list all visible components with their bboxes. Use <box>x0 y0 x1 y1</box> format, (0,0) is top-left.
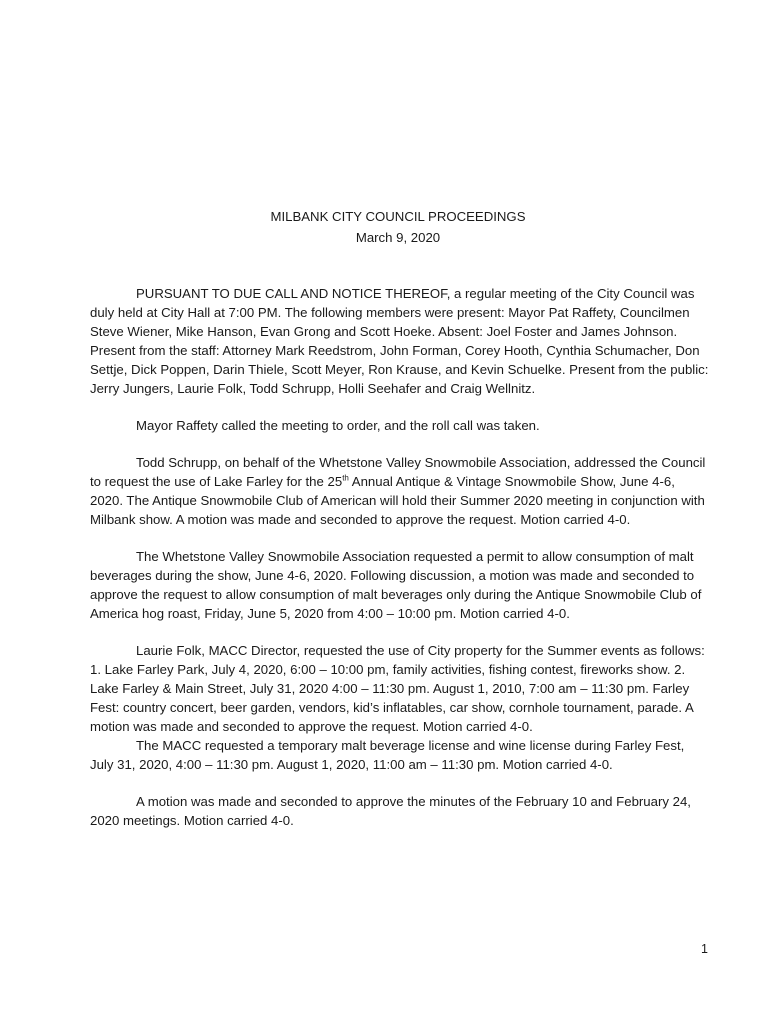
paragraph-farley-fest-license: The MACC requested a temporary malt beverage license and wine license during Farley Fest, July 31, 2020, 4:00 – 11:30 pm. August 1, 2020, 11:00 am – 11:30 pm. Motion carried 4-0. <box>90 738 685 772</box>
paragraph-minutes-approval: A motion was made and seconded to approve the minutes of the February 10 and February 24, 2020 meetings. Motion carried 4-0. <box>90 794 691 828</box>
paragraph-attendance: PURSUANT TO DUE CALL AND NOTICE THEREOF, a regular meeting of the City Council was duly held at City Hall at 7:00 PM. The following members were present: Mayor Pat Raffety, Councilmen Steve Wiener, Mike Hanson, Evan Grong and Scott Hoeke. Absent: Joel Foster and James Johnson. Present from the staff: Attorney Mark Reedstrom, John Forman, Corey Hooth, Cynthia Schumacher, Don Settje, Dick Poppen, Darin Thiele, Scott Meyer, Ron Krause, and Kevin Schuelke. Present from the public: Jerry Jungers, Laurie Folk, Todd Schrupp, Holli Seehafer and Craig Wellnitz. <box>90 286 709 396</box>
paragraph-call-to-order: Mayor Raffety called the meeting to order, and the roll call was taken. <box>136 418 540 433</box>
ordinal-suffix: th <box>342 473 349 483</box>
paragraph-summer-events: Laurie Folk, MACC Director, requested the use of City property for the Summer events as follows: 1. Lake Farley Park, July 4, 2020, 6:00 – 10:00 pm, family activities, fishing contest, fireworks show. 2. Lake Farley & Main Street, July 31, 2020 4:00 – 11:30 pm. August 1, 2010, 7:00 am – 11:30 pm. Farley Fest: country concert, beer garden, vendors, kid’s inflatables, car show, cornhole tournament, parade. A motion was made and seconded to approve the request. Motion carried 4-0. <box>90 643 705 734</box>
paragraph-snowmobile-show-part-2: Annual Antique & Vintage Snowmobile Show, June 4-6, 2020. The Antique Snowmobile Club of American will hold their Summer 2020 meeting in conjunction with Milbank show. A motion was made and seconded to approve the request. Motion carried 4-0. <box>90 474 705 527</box>
document-title: MILBANK CITY COUNCIL PROCEEDINGS <box>270 209 526 224</box>
document-header <box>0 206 770 248</box>
page-number: 1 <box>701 942 708 956</box>
paragraph-snowmobile-show-part-1: Todd Schrupp, on behalf of the Whetstone Valley Snowmobile Association, addressed the Council to request the use of Lake Farley for the 25 <box>90 455 706 489</box>
meeting-date: March 9, 2020 <box>355 230 441 245</box>
paragraph-malt-beverage-permit: The Whetstone Valley Snowmobile Association requested a permit to allow consumption of malt beverages during the show, June 4-6, 2020. Following discussion, a motion was made and seconded to approve the request to allow consumption of malt beverages only during the Antique Snowmobile Club of America hog roast, Friday, June 5, 2020 from 4:00 – 10:00 pm. Motion carried 4-0. <box>90 549 702 621</box>
document-body <box>90 284 710 848</box>
paragraph-snowmobile-show <box>90 453 710 529</box>
